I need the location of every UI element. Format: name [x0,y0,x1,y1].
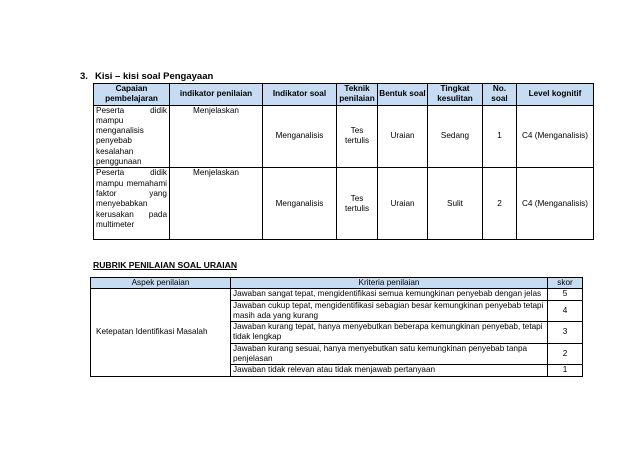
cell-indikator-soal: Menganalisis [263,105,337,168]
cell-indikator-penilaian: Menjelaskan [170,105,263,168]
cell-kriteria: Jawaban kurang sesuai, hanya menyebutkan satu kemungkinan penyebab tanpa penjelasan [231,343,548,365]
header-bentuk: Bentuk soal [378,84,428,106]
cell-bentuk: Uraian [378,168,428,240]
kisi-kisi-table [93,83,594,240]
table-row [94,105,594,168]
header-teknik: Teknik penilaian [337,84,378,106]
cell-skor: 3 [548,322,583,344]
cell-tingkat: Sulit [428,168,483,240]
cell-teknik: Tes tertulis [337,105,378,168]
rubrik-title: RUBRIK PENILAIAN SOAL URAIAN [93,260,238,270]
cell-teknik: Tes tertulis [337,168,378,240]
header-skor: skor [548,278,583,289]
header-no-soal: No. soal [483,84,517,106]
rubrik-header-row [91,278,583,289]
cell-kriteria: Jawaban tidak relevan atau tidak menjawab pertanyaan [231,365,548,376]
kisi-header-row [94,84,594,106]
header-aspek: Aspek penilaian [91,278,231,289]
cell-no: 2 [483,168,517,240]
rubrik-table [90,277,583,377]
header-indikator-penilaian: indikator penilaian [170,84,263,106]
header-level: Level kognitif [517,84,594,106]
header-indikator-soal: Indikator soal [263,84,337,106]
cell-skor: 5 [548,289,583,300]
cell-indikator-soal: Menganalisis [263,168,337,240]
section-heading [80,71,213,82]
cell-skor: 2 [548,343,583,365]
cell-aspek: Ketepatan Identifikasi Masalah [91,289,231,376]
cell-kriteria: Jawaban cukup tepat, mengidentifikasi sebagian besar kemungkinan penyebab tetapi masih ada yang kurang [231,300,548,322]
cell-capaian: Peserta didik mampu menganalisis penyebab kesalahan penggunaan [94,105,170,168]
cell-bentuk: Uraian [378,105,428,168]
header-tingkat: Tingkat kesulitan [428,84,483,106]
cell-kriteria: Jawaban kurang tepat, hanya menyebutkan beberapa kemungkinan penyebab, tetapi tidak lengkap [231,322,548,344]
cell-level: C4 (Menganalisis) [517,168,594,240]
section-number: 3. [80,71,88,82]
cell-capaian: Peserta didik mampu memahami faktor yang menyebabkan kerusakan pada multimeter [94,168,170,240]
cell-kriteria: Jawaban sangat tepat, mengidentifikasi semua kemungkinan penyebab dengan jelas [231,289,548,300]
table-row [94,168,594,240]
header-kriteria: Kriteria penilaian [231,278,548,289]
header-capaian: Capaian pembelajaran [94,84,170,106]
table-row [91,289,583,300]
cell-level: C4 (Menganalisis) [517,105,594,168]
cell-skor: 4 [548,300,583,322]
cell-no: 1 [483,105,517,168]
section-title: Kisi – kisi soal Pengayaan [95,71,214,82]
cell-indikator-penilaian: Menjelaskan [170,168,263,240]
cell-tingkat: Sedang [428,105,483,168]
cell-skor: 1 [548,365,583,376]
